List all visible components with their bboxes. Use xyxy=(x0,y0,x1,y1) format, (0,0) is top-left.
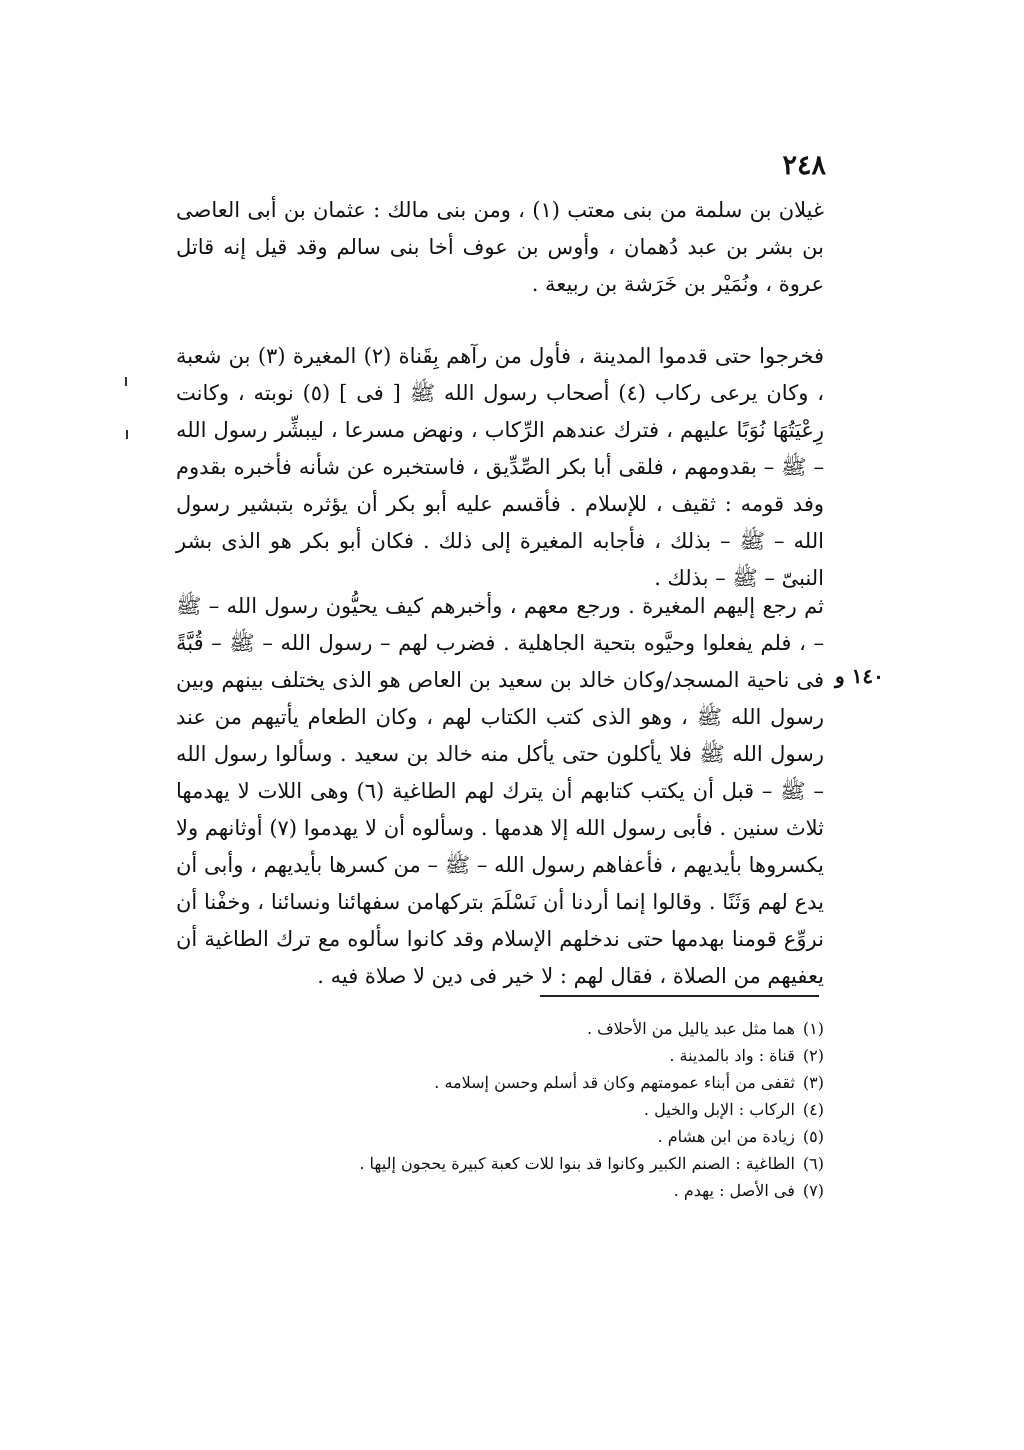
footnote-number: (١) xyxy=(802,1019,824,1038)
paragraph-2-text: فخرجوا حتى قدموا المدينة ، فأول من رآهم بِقَناة (٢) المغيرة (٣) بن شعبة ، وكان يرعى ركاب (٤) أصحاب رسول الله ﷺ [ فى ] (٥) نوبته ، وكانت رِعْيَتُهَا نُوَبًا عليهم ، فترك عندهم الرِّكاب ، ونهض مسرعا ، ليبشِّر رسول الله – ﷺ – بقدومهم ، فلقى أبا بكر الصِّدِّيق ، فاستخبره عن شأنه فأخبره بقدوم وفد قومه : ثقيف ، للإسلام . فأقسم عليه أبو بكر أن يؤثره بتبشير رسول الله – ﷺ – بذلك ، فأجابه المغيرة إلى ذلك . فكان أبو بكر هو الذى بشر النبىّ – ﷺ – بذلك . xyxy=(176,344,825,590)
footnote-number: (٧) xyxy=(802,1181,824,1200)
footnote-text: قناة : واد بالمدينة . xyxy=(669,1046,795,1065)
footnote-text: فى الأصل : يهدم . xyxy=(673,1181,795,1200)
footnote-text: الطاغية : الصنم الكبير وكانوا قد بنوا للات كعبة كبيرة يحجون إليها . xyxy=(359,1154,795,1173)
footnote-text: ثقفى من أبناء عمومتهم وكان قد أسلم وحسن إسلامه . xyxy=(434,1073,795,1092)
footnote-text: زيادة من ابن هشام . xyxy=(657,1127,795,1146)
folio-margin-note: ١٤٠ و xyxy=(835,664,884,688)
footnote-text: الركاب : الإبل والخيل . xyxy=(643,1100,795,1119)
footnote-text: هما مثل عبد ياليل من الأحلاف . xyxy=(586,1019,795,1038)
scan-mark xyxy=(126,430,128,439)
paragraph-3-text: ثم رجع إليهم المغيرة . ورجع معهم ، وأخبرهم كيف يحيُّون رسول الله – ﷺ – ، فلم يفعلوا وحيَّوه بتحية الجاهلية . فضرب لهم – رسول الله – ﷺ – قُبَّةً فى ناحية المسجد/وكان خالد بن سعيد بن العاص هو الذى يختلف بينهم وبين رسول الله ﷺ ، وهو الذى كتب الكتاب لهم ، وكان الطعام يأتيهم من عند رسول الله ﷺ فلا يأكلون حتى يأكل منه خالد بن سعيد . وسألوا رسول الله – ﷺ – قبل أن يكتب كتابهم أن يترك لهم الطاغية (٦) وهى اللات لا يهدمها ثلاث سنين . فأبى رسول الله إلا هدمها . وسألوه أن لا يهدموا (٧) أوثانهم ولا يكسروها بأيديهم ، فأعفاهم رسول الله – ﷺ – من كسرها بأيديهم ، وأبى أن يدع لهم وَثَنًا . وقالوا إنما أردنا أن نَسْلَمَ بتركهامن سفهائنا ونسائنا ، وخفْنا أن نروِّع قومنا بهدمها حتى ندخلهم الإسلام وقد كانوا سألوه مع ترك الطاغية أن يعفيهم من الصلاة ، فقال لهم : لا خير فى دين لا صلاة فيه . xyxy=(176,594,825,988)
paragraph-1 xyxy=(176,192,824,303)
footnote-number: (٢) xyxy=(802,1046,824,1065)
footnote xyxy=(359,1150,824,1177)
page-number: ٢٤٨ xyxy=(782,150,826,181)
scan-mark xyxy=(125,377,127,386)
footnotes-list xyxy=(359,1015,824,1204)
footnote xyxy=(364,1123,824,1150)
footnote-number: (٤) xyxy=(802,1100,824,1119)
footnote xyxy=(364,1069,824,1096)
paragraph-3 xyxy=(176,588,824,995)
footnote-number: (٣) xyxy=(802,1073,824,1092)
footnote-number: (٦) xyxy=(802,1154,824,1173)
footnote xyxy=(364,1177,824,1204)
footnote-number: (٥) xyxy=(802,1127,824,1146)
footnote-divider xyxy=(540,995,819,997)
paragraph-1-text: غيلان بن سلمة من بنى معتب (١) ، ومن بنى مالك : عثمان بن أبى العاصى بن بشر بن عبد دُهمان ، وأوس بن عوف أخا بنى سالم وقد قيل إنه قاتل عروة ، ونُمَيْر بن خَرَشة بن ربيعة . xyxy=(176,198,824,296)
footnote xyxy=(364,1042,824,1069)
footnote xyxy=(364,1015,824,1042)
footnote xyxy=(364,1096,824,1123)
paragraph-2 xyxy=(176,338,824,597)
